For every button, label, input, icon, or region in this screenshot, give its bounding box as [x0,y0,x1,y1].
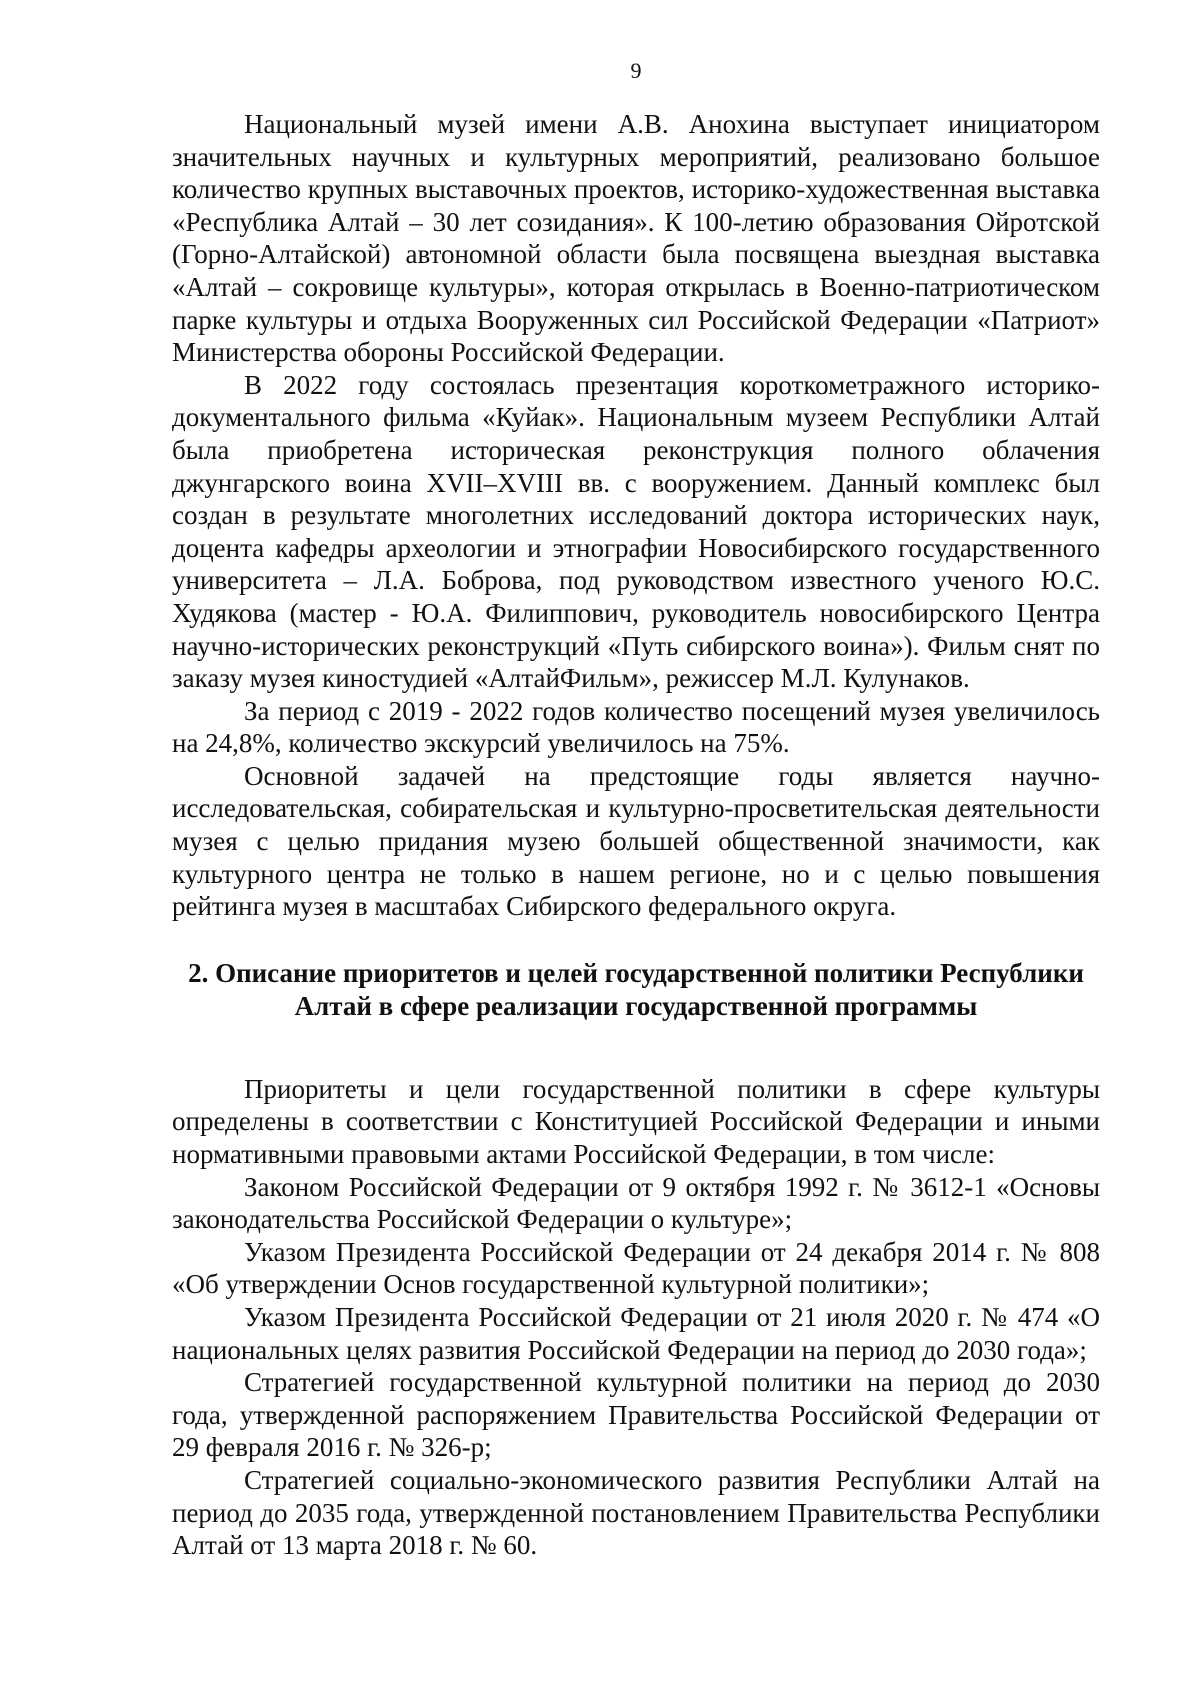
paragraph: Стратегией государственной культурной политики на период до 2030 года, утвержденной распоряжением Правительства Российской Федерации от 29 февраля 2016 г. № 326-р; [172,1367,1100,1463]
paragraph: Основной задачей на предстоящие годы является научно-исследовательская, собирательская и культурно-просветительская деятельности музея с целью придания музею большей общественной значимости, как культурного центра не только в нашем регионе, но и с целью повышения рейтинга музея в масштабах Сибирского федерального округа. [172,760,1100,922]
section-heading-line-1: 2. Описание приоритетов и целей государственной политики Республики [188,957,1084,988]
page-number: 9 [630,58,642,83]
paragraph: Указом Президента Российской Федерации от 24 декабря 2014 г. № 808 «Об утверждении Основ государственной культурной политики»; [172,1236,1100,1300]
paragraph: Законом Российской Федерации от 9 октября 1992 г. № 3612-1 «Основы законодательства Российской Федерации о культуре»; [172,1171,1100,1235]
paragraph: Национальный музей имени А.В. Анохина выступает инициатором значительных научных и культурных мероприятий, реализовано большое количество крупных выставочных проектов, историко-художественная выставка «Республика Алтай – 30 лет созидания». К 100-летию образования Ойротской (Горно-Алтайской) автономной области была посвящена выездная выставка «Алтай – сокровище культуры», которая открылась в Военно-патриотическом парке культуры и отдыха Вооруженных сил Российской Федерации «Патриот» Министерства обороны Российской Федерации. [172,109,1100,368]
paragraph: Приоритеты и цели государственной политики в сфере культуры определены в соответствии с Конституцией Российской Федерации и иными нормативными правовыми актами Российской Федерации, в том числе: [172,1073,1100,1170]
section-policy-priorities [172,1073,1100,1562]
paragraph: Стратегией социально-экономического развития Республики Алтай на период до 2035 года, утвержденной постановлением Правительства Республики Алтай от 13 марта 2018 г. № 60. [172,1464,1100,1561]
paragraph: В 2022 году состоялась презентация короткометражного историко-документального фильма «Куйак». Национальным музеем Республики Алтай была приобретена историческая реконструкция полного облачения джунгарского воина XVII–XVIII вв. с вооружением. Данный комплекс был создан в результате многолетних исследований доктора исторических наук, доцента кафедры археологии и этнографии Новосибирского государственного университета – Л.А. Боброва, под руководством известного ученого Ю.С. Худякова (мастер - Ю.А. Филиппович, руководитель новосибирского Центра научно-исторических реконструкций «Путь сибирского воина»). Фильм снят по заказу музея киностудией «АлтайФильм», режиссер М.Л. Кулунаков. [172,369,1100,694]
section-heading [172,957,1100,1023]
section-museum-activities [172,108,1100,923]
section-heading-line-2: Алтай в сфере реализации государственной программы [294,990,978,1021]
paragraph: Указом Президента Российской Федерации от 21 июля 2020 г. № 474 «О национальных целях развития Российской Федерации на период до 2030 года»; [172,1302,1100,1365]
paragraph: За период с 2019 - 2022 годов количество посещений музея увеличилось на 24,8%, количество экскурсий увеличилось на 75%. [172,695,1100,759]
